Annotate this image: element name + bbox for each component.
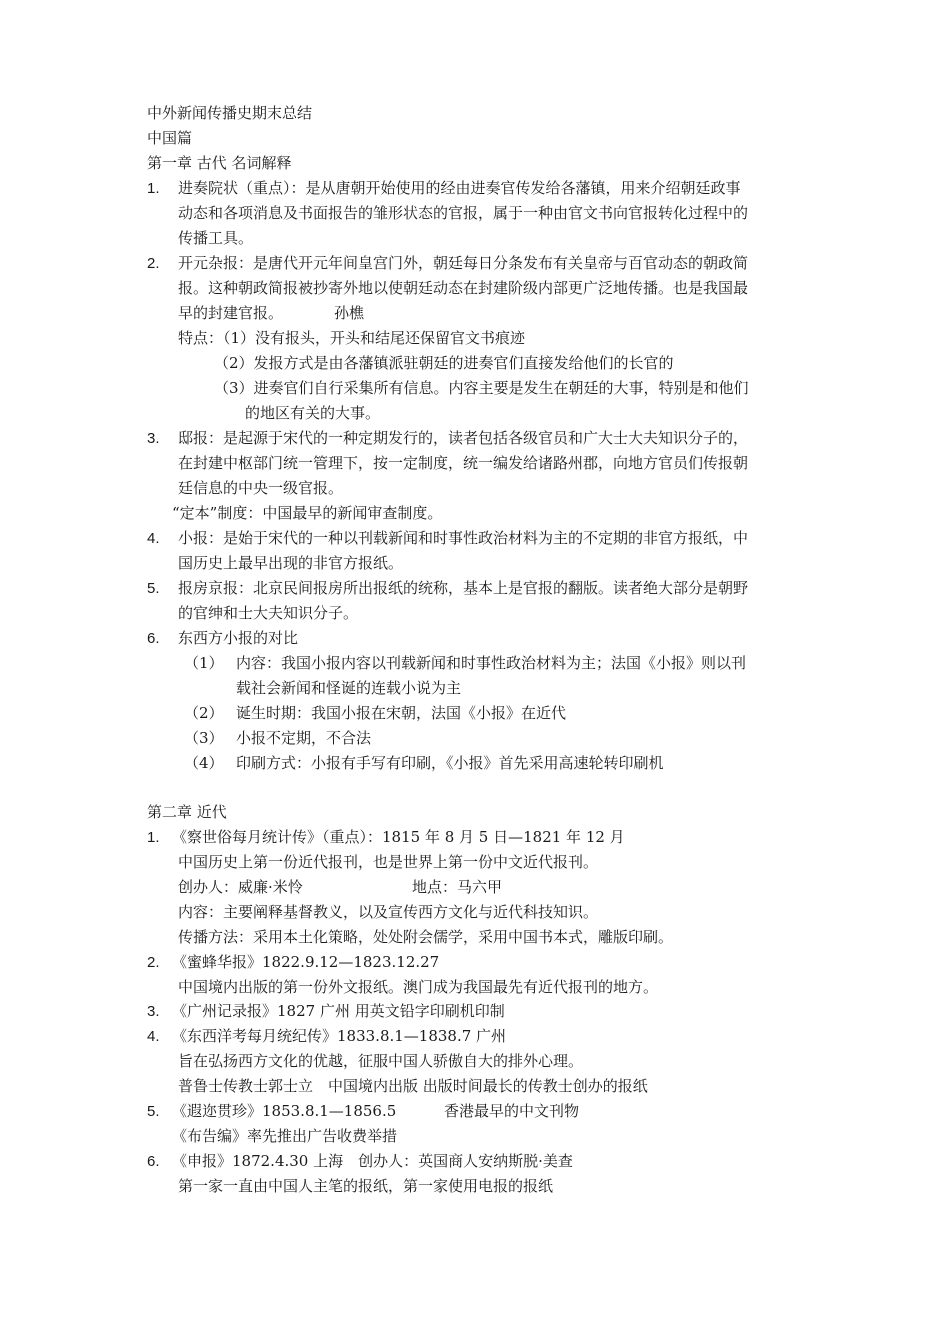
item-text: 香港最早的中文刊物 [444,1102,580,1120]
item-number: 5. [147,580,160,597]
feature-item: （3）进奏官们自行采集所有信息。内容主要是发生在朝廷的大事，特别是和他们 [214,379,749,397]
item-text: 《遐迩贯珍》1853.8.1—1856.5 [172,1102,397,1120]
item-text: 廷信息的中央一级官报。 [178,479,344,497]
item-text: 《广州记录报》1827 广州 用英文铅字印刷机印制 [172,1002,505,1020]
item-number: 6. [147,630,160,647]
item-text: 内容：主要阐释基督教义，以及宣传西方文化与近代科技知识。 [178,903,599,921]
sub-item-mark: （4） [184,754,224,772]
item-text: 《布告编》率先推出广告收费举措 [172,1127,398,1145]
item-text: 进奏院状（重点）：是从唐朝开始使用的经由进奏官传发给各藩镇，用来介绍朝廷政事 [178,179,741,197]
item-number: 1. [147,829,160,846]
feature-label: 特点：（1）没有报头，开头和结尾还保留官文书痕迹 [178,329,526,347]
item-text: 小报：是始于宋代的一种以刊载新闻和时事性政治材料为主的不定期的非官方报纸，中 [178,529,749,547]
item-text: 创办人：威廉·米怜 [178,878,303,896]
feature-item: （2）发报方式是由各藩镇派驻朝廷的进奏官们直接发给他们的长官的 [214,354,674,372]
sub-item-mark: （3） [184,729,224,747]
item-number: 2. [147,954,160,971]
item-text: 传播工具。 [178,229,254,247]
item-text: 在封建中枢部门统一管理下，按一定制度，统一编发给诸路州郡，向地方官员们传报朝 [178,454,749,472]
item-text: 普鲁士传教士郭士立 中国境内出版 出版时间最长的传教士创办的报纸 [178,1077,648,1095]
sub-item-text: 诞生时期：我国小报在宋朝，法国《小报》在近代 [236,704,567,722]
item-number: 3. [147,430,160,447]
item-text: “定本”制度：中国最早的新闻审查制度。 [172,504,443,522]
author-name: 孙樵 [334,304,365,322]
item-text: 报。这种朝政简报被抄寄外地以使朝廷动态在封建阶级内部更广泛地传播。也是我国最 [178,279,749,297]
chapter-1-heading: 第一章 古代 名词解释 [147,154,292,172]
doc-title: 中外新闻传播史期末总结 [147,104,313,122]
item-text: 早的封建官报。 [178,304,284,322]
item-number: 4. [147,1028,160,1045]
item-number: 5. [147,1103,160,1120]
item-number: 4. [147,530,160,547]
item-text: 国历史上最早出现的非官方报纸。 [178,554,404,572]
item-text: 《察世俗每月统计传》（重点）：1815 年 8 月 5 日—1821 年 12 月 [172,828,625,846]
item-text: 第一家一直由中国人主笔的报纸，第一家使用电报的报纸 [178,1177,554,1195]
item-number: 6. [147,1153,160,1170]
item-text: 旨在弘扬西方文化的优越，征服中国人骄傲自大的排外心理。 [178,1052,584,1070]
item-number: 3. [147,1003,160,1020]
sub-item-text: 内容：我国小报内容以刊载新闻和时事性政治材料为主；法国《小报》则以刊 [236,654,747,672]
item-text: 开元杂报：是唐代开元年间皇宫门外，朝廷每日分条发布有关皇帝与百官动态的朝政简 [178,254,749,272]
item-text: 《申报》1872.4.30 上海 创办人：英国商人安纳斯脱·美查 [172,1152,573,1170]
item-text: 《东西洋考每月统纪传》1833.8.1—1838.7 广州 [172,1027,507,1045]
item-text: 传播方法：采用本土化策略，处处附会儒学，采用中国书本式，雕版印刷。 [178,928,674,946]
section-heading: 中国篇 [147,129,193,147]
item-text: 邸报：是起源于宋代的一种定期发行的，读者包括各级官员和广大士大夫知识分子的， [178,429,749,447]
sub-item-mark: （2） [184,704,224,722]
item-text: 中国历史上第一份近代报刊，也是世界上第一份中文近代报刊。 [178,853,599,871]
item-text: 中国境内出版的第一份外文报纸。澳门成为我国最先有近代报刊的地方。 [178,978,659,996]
item-text: 地点：马六甲 [412,878,503,896]
item-text: 东西方小报的对比 [178,629,299,647]
sub-item-text: 印刷方式：小报有手写有印刷，《小报》首先采用高速轮转印刷机 [236,754,664,772]
chapter-2-heading: 第二章 近代 [147,803,227,821]
sub-item-mark: （1） [184,654,224,672]
item-text: 报房京报：北京民间报房所出报纸的统称，基本上是官报的翻版。读者绝大部分是朝野 [178,579,749,597]
item-text: 动态和各项消息及书面报告的雏形状态的官报，属于一种由官文书向官报转化过程中的 [178,204,749,222]
item-text: 《蜜蜂华报》1822.9.12—1823.12.27 [172,953,440,971]
item-number: 1. [147,180,160,197]
sub-item-text: 载社会新闻和怪诞的连载小说为主 [236,679,462,697]
item-text: 的官绅和士大夫知识分子。 [178,604,359,622]
item-number: 2. [147,255,160,272]
sub-item-text: 小报不定期，不合法 [236,729,372,747]
feature-item: 的地区有关的大事。 [245,404,381,422]
